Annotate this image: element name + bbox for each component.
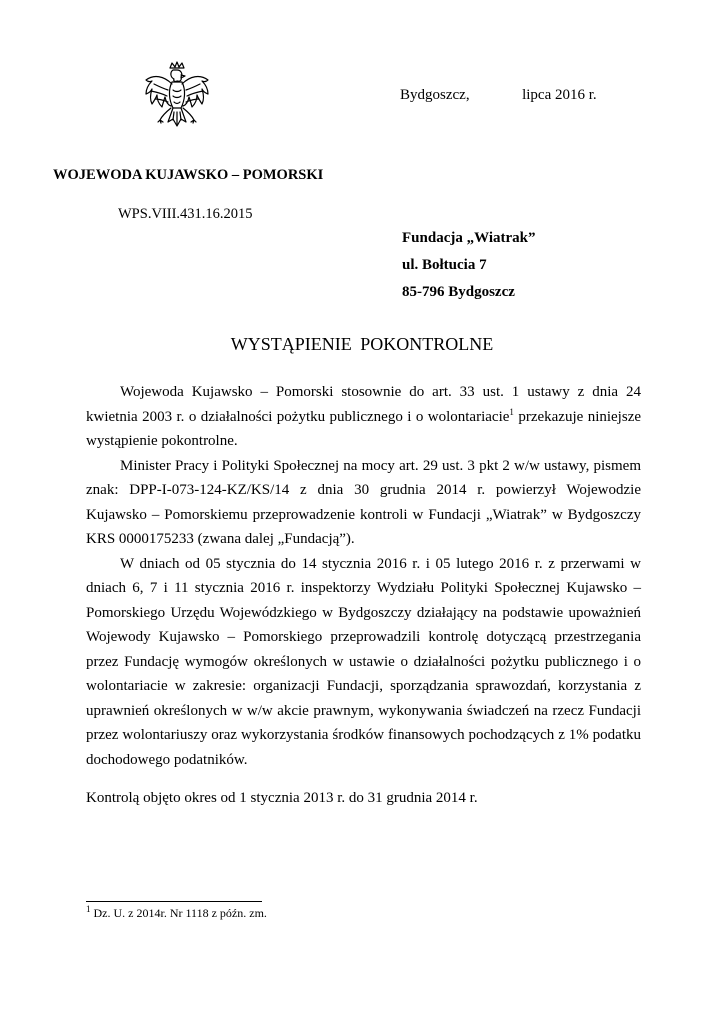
- paragraph-2: Minister Pracy i Polityki Społecznej na mocy art. 29 ust. 3 pkt 2 w/w ustawy, pismem znak: DPP-I-073-124-KZ/KS/14 z dnia 30 grudnia 2014 r. powierzył Wojewodzie Kujawsko – Pomorskiemu przeprowadzenie kontroli w Fundacji „Wiatrak” w Bydgoszczy KRS 0000175233 (zwana dalej „Fundacją”).: [86, 457, 641, 547]
- paragraph-1: [86, 380, 641, 454]
- footnote: [86, 906, 267, 921]
- paragraph-1-text-b: przekazuje niniejsze wystąpienie pokontrolne.: [86, 408, 642, 449]
- footnote-divider: [86, 901, 262, 902]
- paragraph-1-text-a: Wojewoda Kujawsko – Pomorski stosownie do art. 33 ust. 1 ustawy z dnia 24 kwietnia 2003 r. o działalności pożytku publicznego i o wolontariacie: [86, 384, 641, 425]
- recipient-street: ul. Bołtucia 7: [402, 257, 487, 273]
- recipient-city: 85-796 Bydgoszcz: [402, 284, 515, 300]
- paragraph-3: W dniach od 05 stycznia do 14 stycznia 2016 r. i 05 lutego 2016 r. z przerwami w dniach 6, 7 i 11 stycznia 2016 r. inspektorzy Wydziału Polityki Społecznej Kujawsko – Pomorskiego Urzędu Wojewódzkiego w Bydgoszczy działający na podstawie upoważnień Wojewody Kujawsko – Pomorskiego przeprowadzili kontrolę dotyczącą przestrzegania przez Fundację wymogów określonych w ustawie o działalności pożytku publicznego i o wolontariacie w zakresie: organizacji Fundacji, sporządzania sprawozdań, korzystania z uprawnień określonych w w/w akcie prawnym, wykonywania świadczeń na rzecz Fundacji przez wolontariuszy oraz wykorzystania środków finansowych pochodzących z 1% podatku dochodowego podatników.: [86, 555, 641, 768]
- place: Bydgoszcz,: [400, 87, 470, 103]
- paragraph-4: Kontrolą objęto okres od 1 stycznia 2013 r. do 31 grudnia 2014 r.: [86, 790, 478, 806]
- document-title: WYSTĄPIENIE POKONTROLNE: [230, 334, 494, 354]
- date: lipca 2016 r.: [522, 87, 597, 103]
- footnote-ref: 1: [509, 406, 514, 417]
- footnote-text: Dz. U. z 2014r. Nr 1118 z późn. zm.: [90, 906, 267, 920]
- issuer-name: WOJEWODA KUJAWSKO – POMORSKI: [53, 167, 324, 183]
- recipient-name: Fundacja „Wiatrak”: [402, 230, 536, 246]
- document-body: [86, 380, 641, 811]
- polish-eagle-icon: [140, 60, 214, 142]
- reference-number: WPS.VIII.431.16.2015: [118, 206, 253, 222]
- place-date-line: [400, 87, 597, 104]
- recipient-address: [402, 225, 535, 306]
- footnote-marker: 1: [86, 904, 91, 914]
